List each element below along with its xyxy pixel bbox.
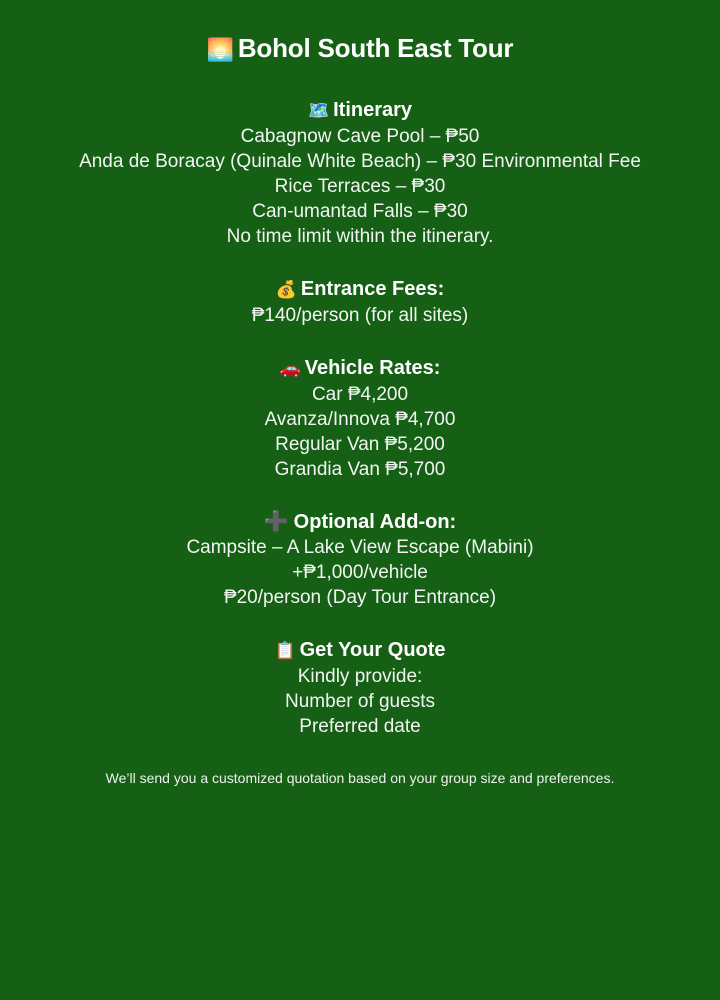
vehicle-rate-line: Car ₱4,200 <box>311 384 409 405</box>
section-heading-text: Get Your Quote <box>299 639 446 661</box>
heavy-plus-sign-icon: ➕ <box>263 511 289 533</box>
spacer <box>0 65 720 97</box>
spacer <box>0 610 720 637</box>
add-on-line: ₱20/person (Day Tour Entrance) <box>223 587 497 608</box>
section-heading-text: Vehicle Rates: <box>304 357 441 379</box>
section-heading-vehicle-rates <box>0 355 720 382</box>
itinerary-line: Cabagnow Cave Pool – ₱50 <box>240 126 480 147</box>
footer-note: We’ll send you a customized quotation based on your group size and preferences. <box>105 770 615 786</box>
section-heading-get-your-quote <box>0 637 720 664</box>
itinerary-line: Can-umantad Falls – ₱30 <box>252 201 468 222</box>
page-title <box>0 0 720 65</box>
quote-request-line: Number of guests <box>285 691 435 712</box>
section-heading-text: Optional Add-on: <box>293 511 457 533</box>
spacer <box>0 482 720 509</box>
spacer <box>0 249 720 276</box>
sunrise-over-water-icon: 🌅 <box>206 37 234 62</box>
spacer <box>0 328 720 355</box>
section-optional-add-on <box>0 509 720 610</box>
money-bag-icon: 💰 <box>275 280 297 299</box>
vehicle-rate-line: Regular Van ₱5,200 <box>275 434 445 455</box>
section-entrance-fees <box>0 276 720 328</box>
section-heading-text: Itinerary <box>333 99 413 121</box>
section-itinerary <box>0 97 720 249</box>
section-heading-optional-add-on <box>0 509 720 535</box>
quote-request-line: Preferred date <box>299 716 421 737</box>
quote-request-line: Kindly provide: <box>297 666 423 687</box>
vehicle-rate-line: Avanza/Innova ₱4,700 <box>264 409 456 430</box>
itinerary-line: Rice Terraces – ₱30 <box>274 176 446 197</box>
add-on-line: +₱1,000/vehicle <box>292 562 428 583</box>
add-on-line: Campsite – A Lake View Escape (Mabini) <box>186 537 534 558</box>
car-icon: 🚗 <box>279 359 301 378</box>
clipboard-icon: 📋 <box>274 641 296 660</box>
entrance-fee-line: ₱140/person (for all sites) <box>251 305 469 326</box>
section-heading-entrance-fees <box>0 276 720 303</box>
page-title-text: Bohol South East Tour <box>237 33 514 63</box>
section-heading-itinerary <box>0 97 720 124</box>
section-vehicle-rates <box>0 355 720 482</box>
itinerary-line: Anda de Boracay (Quinale White Beach) – ₱30 Environmental Fee <box>79 151 641 172</box>
section-heading-text: Entrance Fees: <box>300 278 445 300</box>
vehicle-rate-line: Grandia Van ₱5,700 <box>274 459 446 480</box>
itinerary-line: No time limit within the itinerary. <box>226 226 494 247</box>
section-get-your-quote <box>0 637 720 739</box>
world-map-icon: 🗺️ <box>307 101 330 120</box>
